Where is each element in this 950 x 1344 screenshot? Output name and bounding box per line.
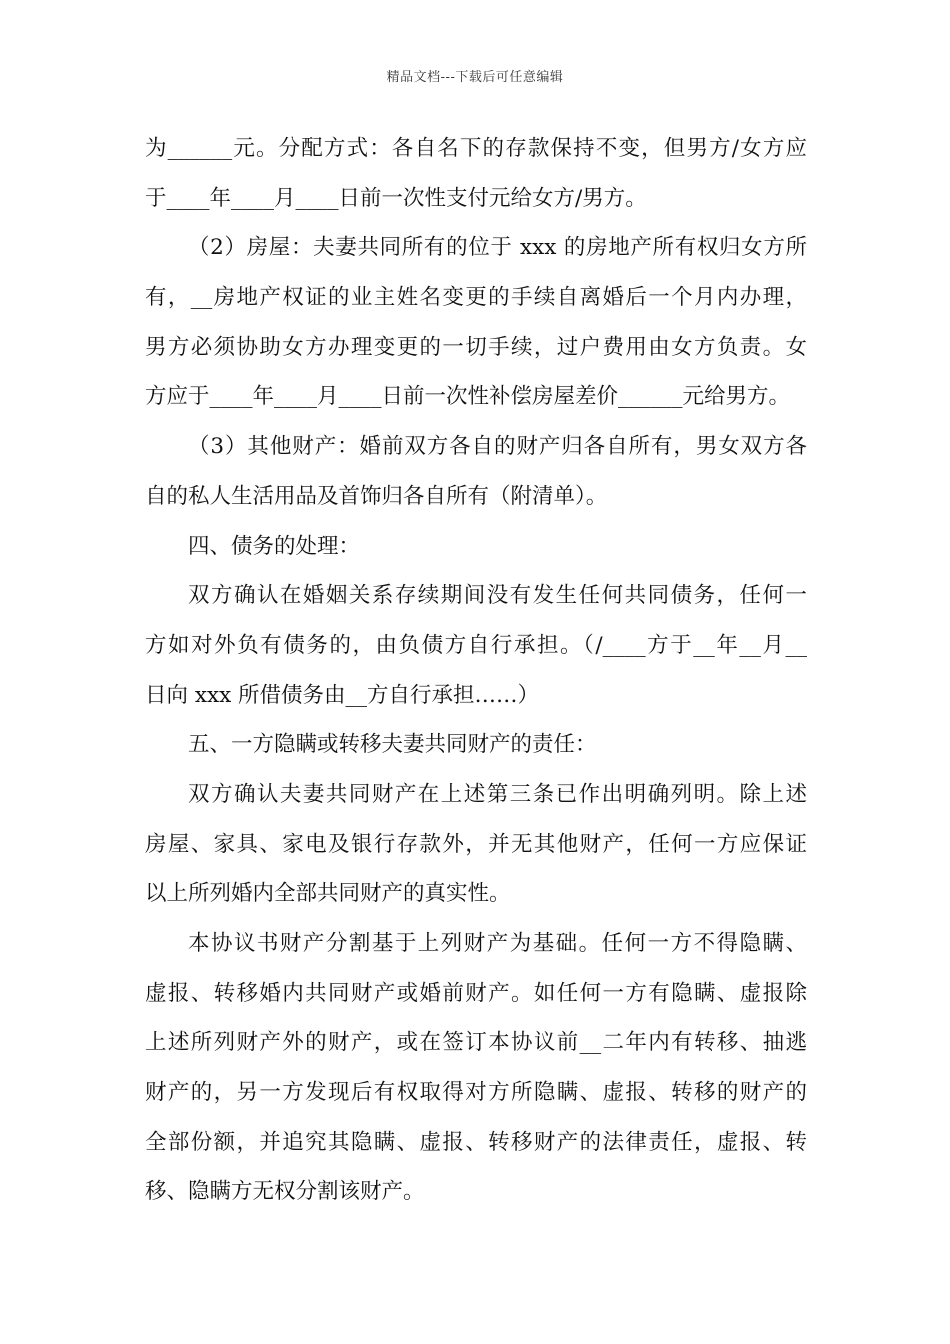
- text-line: 双方确认在婚姻关系存续期间没有发生任何共同债务，任何一: [188, 583, 807, 609]
- text-line: 于____年____月____日前一次性支付元给女方/男方。: [145, 185, 647, 211]
- text-line: （3）其他财产：婚前双方各自的财产归各自所有，男女双方各: [188, 434, 807, 460]
- text-line: 自的私人生活用品及首饰归各自所有（附清单）。: [145, 483, 608, 509]
- text-line: 有，__房地产权证的业主姓名变更的手续自离婚后一个月内办理，: [145, 285, 807, 311]
- document-body: [145, 124, 807, 1217]
- text-line: 房屋、家具、家电及银行存款外，并无其他财产，任何一方应保证: [145, 831, 807, 857]
- text-line: 双方确认夫妻共同财产在上述第三条已作出明确列明。除上述: [188, 781, 807, 807]
- page-header: 精品文档---下载后可任意编辑: [386, 70, 564, 85]
- text-line: 上述所列财产外的财产，或在签订本协议前__二年内有转移、抽逃: [145, 1030, 807, 1056]
- text-line: 日向 xxx 所借债务由__方自行承担……）: [145, 682, 540, 708]
- text-line: （2）房屋：夫妻共同所有的位于 xxx 的房地产所有权归女方所: [188, 235, 807, 261]
- text-line: 为______元。分配方式：各自名下的存款保持不变，但男方/女方应: [145, 136, 807, 161]
- text-line: 虚报、转移婚内共同财产或婚前财产。如任何一方有隐瞒、虚报除: [145, 980, 807, 1006]
- text-line: 本协议书财产分割基于上列财产为基础。任何一方不得隐瞒、: [188, 931, 807, 956]
- text-line: 方应于____年____月____日前一次性补偿房屋差价______元给男方。: [145, 384, 791, 410]
- section-heading: 四、债务的处理：: [188, 533, 361, 559]
- text-line: 男方必须协助女方办理变更的一切手续，过户费用由女方负责。女: [145, 334, 807, 360]
- section-heading: 五、一方隐瞒或转移夫妻共同财产的责任：: [188, 732, 597, 758]
- text-line: 以上所列婚内全部共同财产的真实性。: [145, 881, 511, 907]
- text-line: 移、隐瞒方无权分割该财产。: [145, 1179, 425, 1205]
- text-line: 全部份额，并追究其隐瞒、虚报、转移财产的法律责任，虚报、转: [145, 1129, 807, 1155]
- text-line: 财产的，另一方发现后有权取得对方所隐瞒、虚报、转移的财产的: [145, 1080, 807, 1106]
- text-line: 方如对外负有债务的，由负债方自行承担。（/____方于__年__月__: [145, 632, 807, 658]
